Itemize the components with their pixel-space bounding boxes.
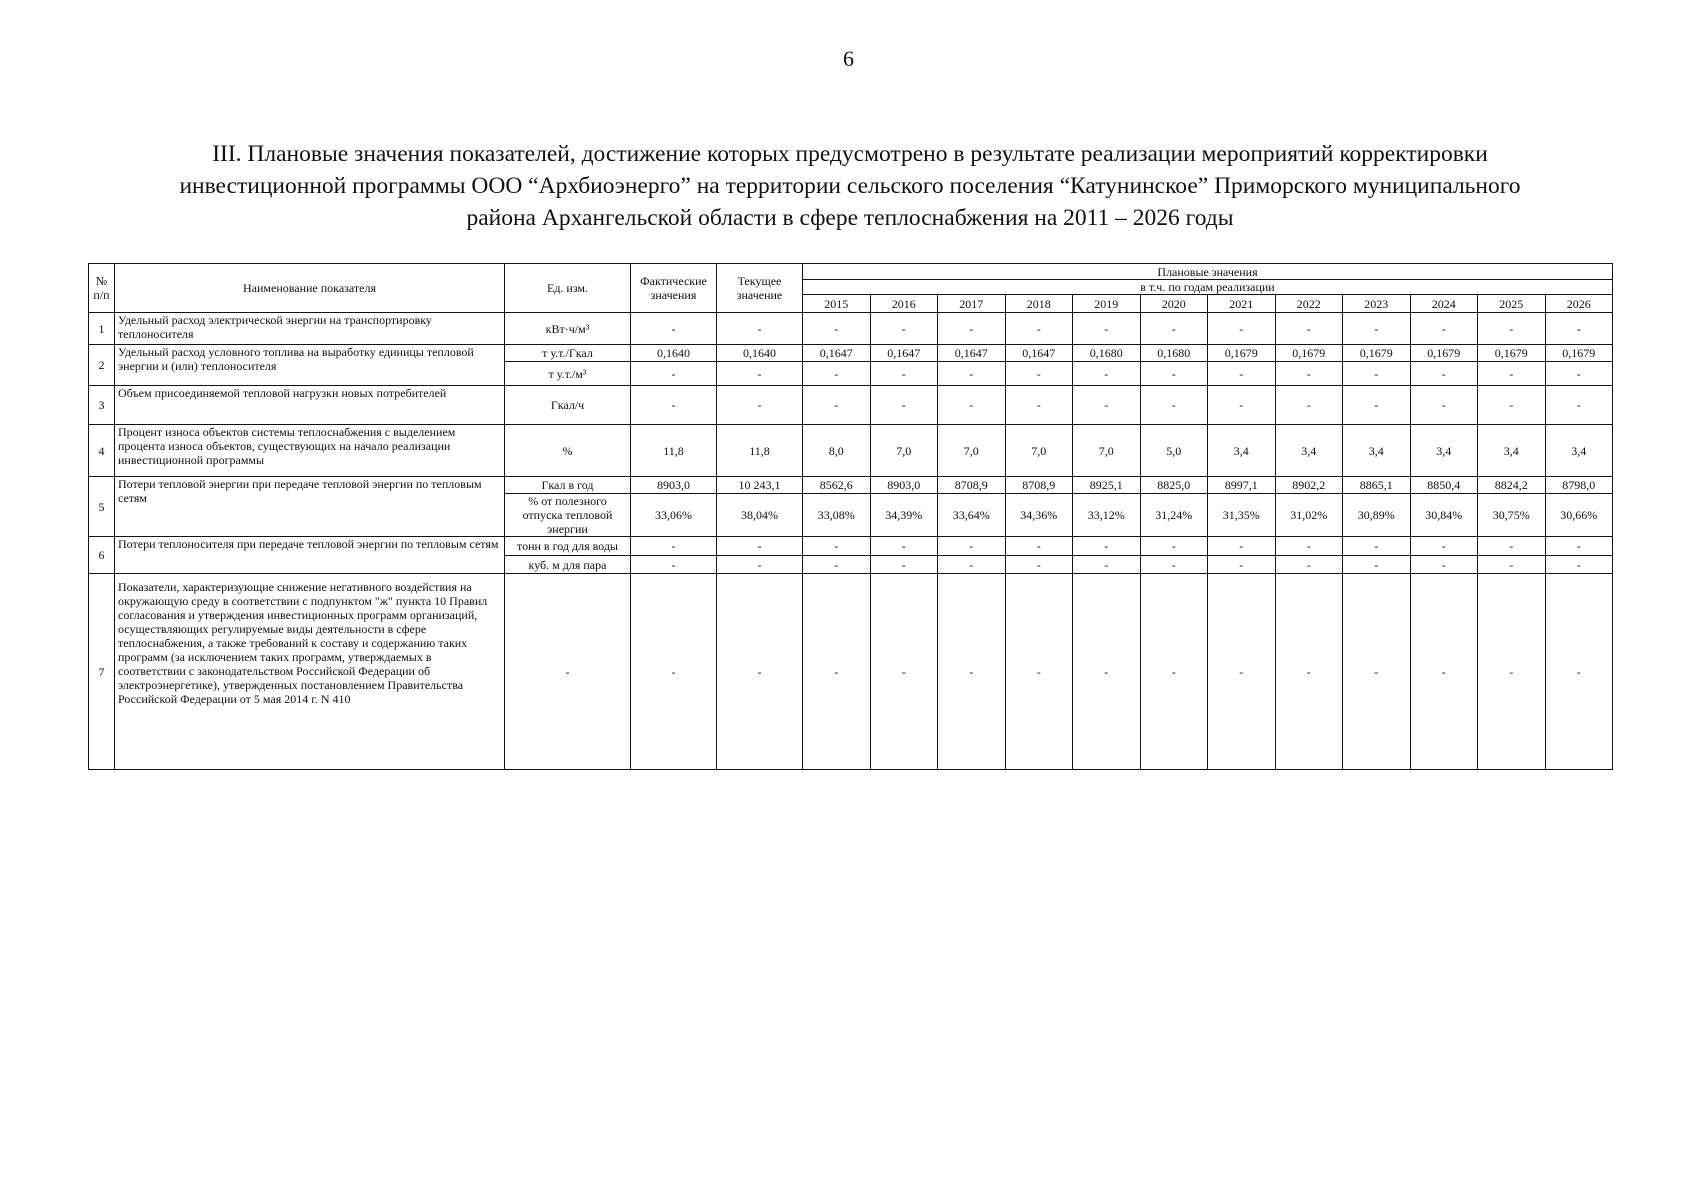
document-title: [80, 138, 1620, 234]
year-value: -: [1275, 574, 1343, 770]
current-value: 0,1640: [717, 345, 803, 362]
indicator-name: Объем присоединяемой тепловой нагрузки новых потребителей: [115, 386, 505, 425]
year-value: 0,1647: [803, 345, 871, 362]
year-value: -: [1005, 313, 1073, 345]
year-value: 5,0: [1140, 425, 1208, 477]
year-value: -: [1005, 537, 1073, 556]
year-value: 8997,1: [1208, 477, 1276, 494]
unit-cell: Гкал в год: [505, 477, 631, 494]
year-value: -: [870, 386, 938, 425]
year-value: -: [1140, 574, 1208, 770]
year-value: -: [1275, 313, 1343, 345]
year-value: 8850,4: [1410, 477, 1478, 494]
year-value: -: [1343, 574, 1411, 770]
year-value: -: [1545, 313, 1613, 345]
year-header: 2020: [1140, 295, 1208, 313]
year-value: -: [1073, 362, 1141, 386]
year-value: -: [1410, 556, 1478, 574]
indicator-name: Потери тепловой энергии при передаче тепловой энергии по тепловым сетям: [115, 477, 505, 537]
year-value: -: [1140, 556, 1208, 574]
year-value: 3,4: [1545, 425, 1613, 477]
actual-value: -: [631, 537, 717, 556]
year-value: 33,12%: [1073, 494, 1141, 537]
indicator-name: Удельный расход условного топлива на выработку единицы тепловой энергии и (или) теплоносителя: [115, 345, 505, 386]
year-header: 2026: [1545, 295, 1613, 313]
year-value: -: [803, 537, 871, 556]
year-value: -: [1208, 362, 1276, 386]
year-value: 8824,2: [1478, 477, 1546, 494]
year-value: 8798,0: [1545, 477, 1613, 494]
row-number: 6: [89, 537, 115, 574]
year-value: 0,1647: [1005, 345, 1073, 362]
year-value: -: [1073, 537, 1141, 556]
year-value: -: [1478, 313, 1546, 345]
header-num: № п/п: [89, 264, 115, 313]
year-value: -: [1410, 313, 1478, 345]
unit-cell: Гкал/ч: [505, 386, 631, 425]
year-value: 0,1680: [1073, 345, 1141, 362]
actual-value: -: [631, 362, 717, 386]
year-value: -: [1208, 574, 1276, 770]
header-actual: Фактические значения: [631, 264, 717, 313]
row-number: 3: [89, 386, 115, 425]
year-value: 3,4: [1343, 425, 1411, 477]
indicator-name: Потери теплоносителя при передаче тепловой энергии по тепловым сетям: [115, 537, 505, 574]
table-row: [89, 313, 1613, 345]
table-row: [89, 537, 1613, 556]
year-value: 7,0: [870, 425, 938, 477]
year-value: 31,24%: [1140, 494, 1208, 537]
year-value: -: [938, 313, 1006, 345]
year-value: -: [1410, 386, 1478, 425]
year-value: -: [1478, 362, 1546, 386]
year-value: -: [1275, 556, 1343, 574]
year-value: 7,0: [938, 425, 1006, 477]
year-value: -: [1545, 556, 1613, 574]
year-value: -: [1478, 537, 1546, 556]
year-value: -: [1140, 386, 1208, 425]
title-line: III. Плановые значения показателей, достижение которых предусмотрено в результате реализации мероприятий корректировки: [212, 141, 1488, 167]
year-value: -: [1343, 537, 1411, 556]
year-value: -: [870, 362, 938, 386]
title-line: инвестиционной программы ООО “Архбиоэнерго” на территории сельского поселения “Катунинское” Приморского муниципального: [179, 173, 1521, 199]
year-value: -: [1545, 537, 1613, 556]
year-header: 2016: [870, 295, 938, 313]
year-value: -: [803, 556, 871, 574]
year-header: 2018: [1005, 295, 1073, 313]
year-value: -: [1478, 386, 1546, 425]
year-value: 8903,0: [870, 477, 938, 494]
year-value: 3,4: [1410, 425, 1478, 477]
actual-value: 8903,0: [631, 477, 717, 494]
page-number: 6: [843, 46, 854, 71]
year-value: -: [1343, 386, 1411, 425]
unit-cell: куб. м для пара: [505, 556, 631, 574]
actual-value: -: [631, 574, 717, 770]
current-value: -: [717, 537, 803, 556]
year-value: -: [1005, 574, 1073, 770]
indicator-name: Процент износа объектов системы теплоснабжения с выделением процента износа объектов, существующих на начало реализации инвестиционной программы: [115, 425, 505, 477]
year-value: -: [1140, 537, 1208, 556]
year-value: -: [938, 537, 1006, 556]
unit-cell: %: [505, 425, 631, 477]
year-value: 0,1647: [870, 345, 938, 362]
year-header: 2015: [803, 295, 871, 313]
row-number: 7: [89, 574, 115, 770]
table-row: [89, 477, 1613, 494]
year-value: 7,0: [1073, 425, 1141, 477]
year-value: -: [1545, 362, 1613, 386]
year-value: -: [1208, 313, 1276, 345]
year-value: -: [1343, 556, 1411, 574]
year-value: -: [1545, 574, 1613, 770]
header-unit: Ед. изм.: [505, 264, 631, 313]
row-number: 5: [89, 477, 115, 537]
current-value: -: [717, 556, 803, 574]
year-value: 8925,1: [1073, 477, 1141, 494]
current-value: -: [717, 313, 803, 345]
table-row: [89, 574, 1613, 770]
current-value: 38,04%: [717, 494, 803, 537]
year-value: 7,0: [1005, 425, 1073, 477]
year-value: -: [1275, 537, 1343, 556]
year-value: 8825,0: [1140, 477, 1208, 494]
title-line: района Архангельской области в сфере теплоснабжения на 2011 – 2026 годы: [466, 205, 1234, 231]
table-row: [89, 425, 1613, 477]
year-value: -: [1140, 313, 1208, 345]
year-header: 2017: [938, 295, 1006, 313]
year-value: -: [1073, 574, 1141, 770]
indicators-table: [88, 263, 1613, 770]
year-value: 0,1647: [938, 345, 1006, 362]
header-name: Наименование показателя: [115, 264, 505, 313]
year-value: -: [1275, 386, 1343, 425]
actual-value: -: [631, 556, 717, 574]
year-value: -: [1410, 574, 1478, 770]
year-value: 30,66%: [1545, 494, 1613, 537]
unit-cell: кВт·ч/м³: [505, 313, 631, 345]
year-value: -: [1140, 362, 1208, 386]
actual-value: -: [631, 386, 717, 425]
unit-cell: тонн в год для воды: [505, 537, 631, 556]
current-value: -: [717, 574, 803, 770]
unit-cell: -: [505, 574, 631, 770]
year-value: 33,64%: [938, 494, 1006, 537]
year-value: -: [938, 574, 1006, 770]
year-value: -: [1005, 556, 1073, 574]
row-number: 4: [89, 425, 115, 477]
year-value: -: [803, 386, 871, 425]
year-value: 3,4: [1208, 425, 1276, 477]
current-value: -: [717, 386, 803, 425]
unit-cell: % от полезного отпуска тепловой энергии: [505, 494, 631, 537]
year-value: -: [870, 313, 938, 345]
unit-cell: т у.т./м³: [505, 362, 631, 386]
year-value: 3,4: [1478, 425, 1546, 477]
header-planned: Плановые значения: [803, 264, 1613, 280]
year-value: 0,1679: [1545, 345, 1613, 362]
year-value: -: [938, 556, 1006, 574]
actual-value: 33,06%: [631, 494, 717, 537]
year-value: -: [1208, 556, 1276, 574]
year-header: 2023: [1343, 295, 1411, 313]
year-value: 34,39%: [870, 494, 938, 537]
indicator-name: Удельный расход электрической энергии на транспортировку теплоносителя: [115, 313, 505, 345]
current-value: -: [717, 362, 803, 386]
actual-value: 0,1640: [631, 345, 717, 362]
year-value: 0,1679: [1343, 345, 1411, 362]
year-value: 0,1680: [1140, 345, 1208, 362]
year-value: -: [1208, 537, 1276, 556]
year-value: -: [870, 537, 938, 556]
year-value: -: [1545, 386, 1613, 425]
year-value: -: [1478, 556, 1546, 574]
year-value: 33,08%: [803, 494, 871, 537]
year-value: -: [938, 386, 1006, 425]
year-value: 30,75%: [1478, 494, 1546, 537]
year-value: 8708,9: [1005, 477, 1073, 494]
year-value: 31,35%: [1208, 494, 1276, 537]
year-header: 2025: [1478, 295, 1546, 313]
year-value: -: [1073, 556, 1141, 574]
year-value: -: [1005, 386, 1073, 425]
year-value: 30,89%: [1343, 494, 1411, 537]
year-value: 8865,1: [1343, 477, 1411, 494]
year-value: -: [1478, 574, 1546, 770]
table-row: [89, 386, 1613, 425]
year-value: -: [870, 556, 938, 574]
current-value: 10 243,1: [717, 477, 803, 494]
header-by-years: в т.ч. по годам реализации: [803, 280, 1613, 295]
table-row: [89, 345, 1613, 362]
year-header: 2022: [1275, 295, 1343, 313]
year-value: 0,1679: [1478, 345, 1546, 362]
year-value: 30,84%: [1410, 494, 1478, 537]
row-number: 2: [89, 345, 115, 386]
year-value: -: [870, 574, 938, 770]
header-current: Текущее значение: [717, 264, 803, 313]
year-value: -: [1275, 362, 1343, 386]
year-value: 8708,9: [938, 477, 1006, 494]
year-value: 8,0: [803, 425, 871, 477]
year-value: 0,1679: [1208, 345, 1276, 362]
year-header: 2024: [1410, 295, 1478, 313]
year-header: 2021: [1208, 295, 1276, 313]
year-value: 0,1679: [1410, 345, 1478, 362]
year-value: -: [803, 574, 871, 770]
year-value: -: [803, 362, 871, 386]
header-row: [89, 264, 1613, 280]
year-header: 2019: [1073, 295, 1141, 313]
year-value: 34,36%: [1005, 494, 1073, 537]
year-value: 8902,2: [1275, 477, 1343, 494]
row-number: 1: [89, 313, 115, 345]
year-value: 3,4: [1275, 425, 1343, 477]
indicator-name: Показатели, характеризующие снижение негативного воздействия на окружающую среду в соответствии с подпунктом "ж" пункта 10 Правил согласования и утверждения инвестиционных программ организаций, осуществляющих регулируемые виды деятельности в сфере теплоснабжения, а также требований к составу и содержанию таких программ (за исключением таких программ, утверждаемых в соответствии с законодательством Российской Федерации об электроэнергетике), утвержденных постановлением Правительства Российской Федерации от 5 мая 2014 г. N 410: [115, 574, 505, 770]
year-value: -: [803, 313, 871, 345]
year-value: -: [1005, 362, 1073, 386]
year-value: 31,02%: [1275, 494, 1343, 537]
actual-value: 11,8: [631, 425, 717, 477]
year-value: -: [1343, 313, 1411, 345]
year-value: -: [1073, 313, 1141, 345]
year-value: -: [1073, 386, 1141, 425]
year-value: -: [1410, 537, 1478, 556]
year-value: 8562,6: [803, 477, 871, 494]
actual-value: -: [631, 313, 717, 345]
year-value: -: [1343, 362, 1411, 386]
year-value: -: [1208, 386, 1276, 425]
year-value: -: [1410, 362, 1478, 386]
year-value: -: [938, 362, 1006, 386]
unit-cell: т у.т./Гкал: [505, 345, 631, 362]
year-value: 0,1679: [1275, 345, 1343, 362]
current-value: 11,8: [717, 425, 803, 477]
